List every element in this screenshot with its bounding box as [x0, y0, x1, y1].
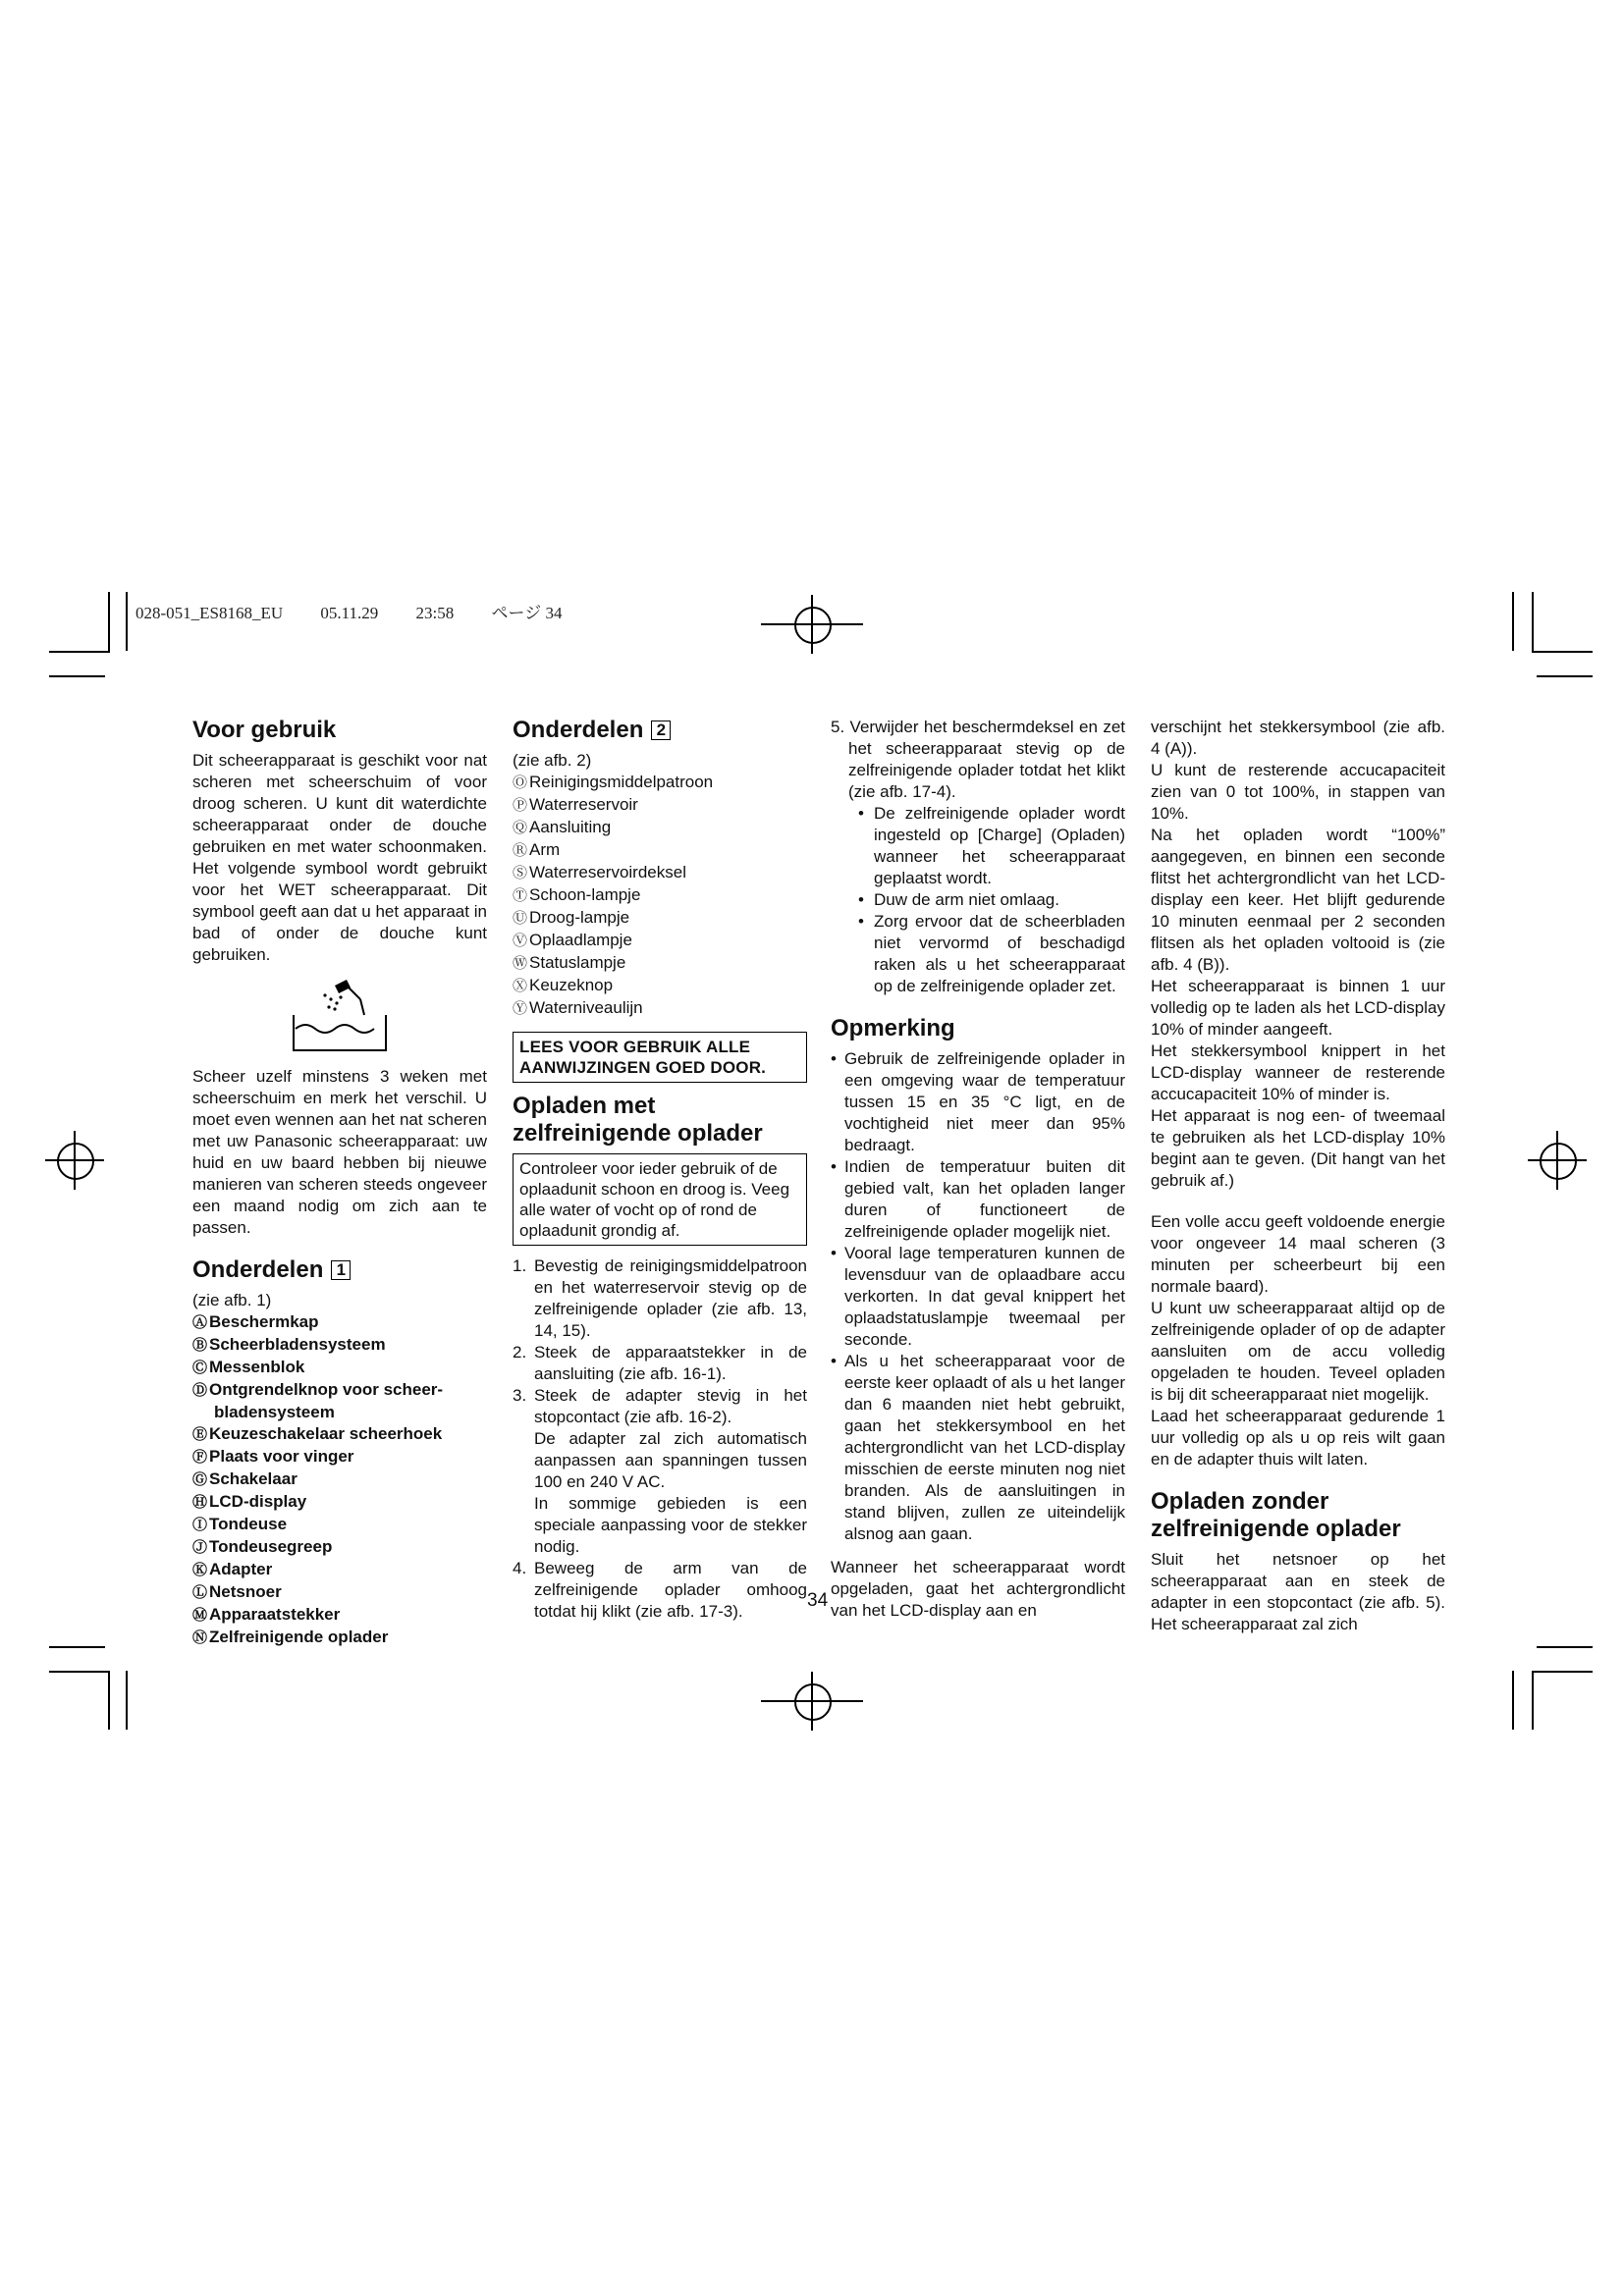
parts-title: Onderdelen [513, 717, 644, 743]
list-item: • Gebruik de zelfreinigende oplader in een omgeving waar de temperatuur tussen 15 en 35 °C ligt, en de vochtigheid niet meer dan 95% bedraagt. [831, 1048, 1125, 1156]
paragraph: Na het opladen wordt “100%” aangegeven, en binnen een seconde flitst het achtergrondlicht van het LCD-display een keer. Het blijft gedurende 10 minuten eenmaal per 2 seconden flitsen als het opladen voltooid is (zie afb. 4 (B)). [1151, 826, 1445, 974]
list-item: Ⓖ Schakelaar [192, 1469, 298, 1488]
crop-mark [1532, 1671, 1534, 1730]
section-title-onderdelen-1 [192, 1256, 487, 1284]
crop-mark [1512, 1671, 1514, 1730]
list-item: Ⓥ Oplaadlampje [513, 931, 632, 949]
note-box: Controleer voor ieder gebruik of de oplaadunit schoon en droog is. Veeg alle water of vocht op of rond de oplaadunit grondig af. [513, 1153, 807, 1246]
paragraph: Het stekkersymbool knippert in het LCD-display wanneer de resterende accucapaciteit 10% of minder is. [1151, 1041, 1445, 1103]
list-item: Ⓤ Droog-lampje [513, 908, 630, 927]
list-item: Ⓢ Waterreservoirdeksel [513, 863, 686, 881]
column-4 [1151, 717, 1445, 1635]
crop-mark [1512, 592, 1514, 651]
column-1 [192, 717, 487, 1649]
slug-time: 23:58 [415, 604, 455, 622]
paragraph: U kunt uw scheerapparaat altijd op de zelfreinigende oplader of op de adapter aansluiten om de accu volledig opgeladen te houden. Teveel opladen is bij dit scheerapparaat niet mogelijk. [1151, 1299, 1445, 1404]
list-item: Ⓑ Scheerbladensysteem [192, 1335, 386, 1354]
list-item: Ⓙ Tondeusegreep [192, 1537, 333, 1556]
registration-line [761, 623, 863, 625]
list-item: Ⓦ Statuslampje [513, 953, 626, 972]
list-item: Ⓨ Waterniveaulijn [513, 998, 643, 1017]
list-item: • Vooral lage temperaturen kunnen de levensduur van de oplaadbare accu verkorten. In dat geval knippert het oplaadstatuslampje tweemaal per seconde. [831, 1243, 1125, 1351]
print-slug [135, 599, 595, 623]
paragraph: Laad het scheerapparaat gedurende 1 uur volledig op als u op reis wilt gaan en de adapter thuis wilt laten. [1151, 1407, 1445, 1468]
list-item: Ⓧ Keuzeknop [513, 976, 614, 994]
remarks-list [831, 1048, 1125, 1545]
list-item: Ⓡ Arm [513, 840, 561, 859]
slug-page: ページ 34 [491, 604, 563, 622]
crop-mark [126, 592, 128, 651]
step-5-bullets [831, 803, 1125, 997]
list-item: Ⓘ Tondeuse [192, 1515, 288, 1533]
list-item: 3. Steek de adapter stevig in het stopcontact (zie afb. 16-2). [513, 1386, 807, 1426]
crop-mark [1532, 651, 1593, 653]
crop-mark [126, 1671, 128, 1730]
list-item: 4. Beweeg de arm van de zelfreinigende oplader omhoog totdat hij klikt (zie afb. 17-3). [513, 1559, 807, 1621]
list-item: Ⓞ Reinigingsmiddelpatroon [513, 773, 714, 791]
figure-reference: (zie afb. 2) [513, 751, 592, 770]
paragraph: Het scheerapparaat is binnen 1 uur volledig op te laden als het LCD-display 10% of minder aangeeft. [1151, 977, 1445, 1039]
list-item: Ⓚ Adapter [192, 1560, 273, 1578]
list-item: Ⓟ Waterreservoir [513, 795, 638, 814]
crop-mark [108, 592, 110, 651]
section-title-onderdelen-2 [513, 717, 807, 744]
paragraph: Het apparaat is nog een- of tweemaal te gebruiken als het LCD-display 10% begint aan te geven. (Dit hangt van het gebruik af.) [1151, 1106, 1445, 1190]
step-5: 5. Verwijder het beschermdeksel en zet het scheerapparaat stevig op de zelfreinigende oplader totdat het klikt (zie afb. 17-4). [831, 718, 1125, 801]
list-item: 2. Steek de apparaatstekker in de aansluiting (zie afb. 16-1). [513, 1343, 807, 1383]
figure-number-box: 1 [331, 1260, 351, 1280]
charging-steps [513, 1255, 807, 1623]
list-item: Ⓐ Beschermkap [192, 1312, 319, 1331]
list-item: • Zorg ervoor dat de scheerbladen niet vervormd of beschadigd raken als u het scheerapparaat op de zelfreinigende oplader zet. [858, 911, 1125, 997]
figure-reference: (zie afb. 1) [192, 1291, 272, 1309]
parts-list-2 [513, 772, 807, 1020]
crop-mark [108, 1671, 110, 1730]
crop-mark [1532, 592, 1534, 651]
paragraph: U kunt de resterende accucapaciteit zien van 0 tot 100%, in stappen van 10%. [1151, 761, 1445, 823]
list-item: Ⓜ Apparaatstekker [192, 1605, 341, 1624]
crop-mark [1537, 675, 1593, 677]
slug-date: 05.11.29 [320, 604, 379, 622]
slug-file: 028-051_ES8168_EU [135, 604, 284, 622]
list-item: bladensysteem [214, 1403, 335, 1421]
figure-number-box: 2 [651, 721, 671, 740]
page-number: 34 [807, 1590, 829, 1611]
advice-paragraph: Scheer uzelf minstens 3 weken met scheerschuim en merk het verschil. U moet even wennen aan het nat scheren met uw Panasonic scheerapparaat: uw huid en uw baard hebben bij nieuwe manieren van scheren steeds ongeveer een maand nodig om zich aan te passen. [192, 1067, 487, 1237]
registration-mark-right [1528, 1131, 1587, 1190]
column-2 [513, 717, 807, 1623]
warning-box: LEES VOOR GEBRUIK ALLE AANWIJZINGEN GOED DOOR. [513, 1032, 807, 1083]
list-item: Ⓒ Messenblok [192, 1358, 305, 1376]
crop-mark [49, 1646, 105, 1648]
crop-mark [49, 675, 105, 677]
list-item: Ⓠ Aansluiting [513, 818, 612, 836]
column-3 [831, 717, 1125, 1622]
registration-mark-left [45, 1131, 104, 1190]
paragraph: verschijnt het stekkersymbool (zie afb. 4 (A)). [1151, 718, 1445, 758]
list-item: Ⓝ Zelfreinigende oplader [192, 1628, 389, 1646]
list-item: • Duw de arm niet omlaag. [858, 889, 1125, 911]
section-title-opladen-zonder: Opladen zonder zelfreinigende oplader [1151, 1488, 1401, 1542]
list-item: De adapter zal zich automatisch aanpassen aan spanningen tussen 100 en 240 V AC. [534, 1429, 807, 1491]
list-item: 1. Bevestig de reinigingsmiddelpatroon en het waterreservoir stevig op de zelfreinigende oplader (zie afb. 13, 14, 15). [513, 1256, 807, 1340]
registration-line [761, 1700, 863, 1702]
list-item: Ⓓ Ontgrendelknop voor scheer- [192, 1380, 444, 1399]
parts-title: Onderdelen [192, 1256, 324, 1283]
list-item: Ⓕ Plaats voor vinger [192, 1447, 354, 1466]
crop-mark [1537, 1646, 1593, 1648]
parts-list-1 [192, 1311, 487, 1649]
list-item: In sommige gebieden is een speciale aanpassing voor de stekker nodig. [534, 1494, 807, 1556]
paragraph: Een volle accu geeft voldoende energie voor ongeveer 14 maal scheren (3 minuten per scheerbeurt bij een normale baard). [1151, 1212, 1445, 1296]
crop-mark [49, 651, 110, 653]
shower-bath-icon [286, 978, 394, 1056]
list-item: Ⓔ Keuzeschakelaar scheerhoek [192, 1424, 443, 1443]
crop-mark [49, 1671, 110, 1673]
list-item: Ⓛ Netsnoer [192, 1582, 282, 1601]
list-item: • Indien de temperatuur buiten dit gebied valt, kan het opladen langer duren of functioneert de zelfreinigende oplader mogelijk niet. [831, 1156, 1125, 1243]
section-title-voor-gebruik: Voor gebruik [192, 717, 337, 743]
intro-paragraph: Dit scheerapparaat is geschikt voor nat scheren met scheerschuim of voor droog scheren. U kunt dit waterdichte scheerapparaat onder de douche gebruiken en met water schoonmaken. Het volgende symbool wordt gebruikt voor het WET scheerapparaat. Dit symbool geeft aan dat u het apparaat in bad of onder de douche kunt gebruiken. [192, 751, 487, 964]
list-item: • Als u het scheerapparaat voor de eerste keer oplaadt of als u het langer dan 6 maanden niet hebt gebruikt, gaan het stekkersymbool en het achtergrondlicht van het LCD-display misschien de eerste minuten nog niet branden. Als de aansluitingen in stand blijven, zullen ze uiteindelijk alsnog aan gaan. [831, 1351, 1125, 1545]
list-item: Ⓗ LCD-display [192, 1492, 307, 1511]
crop-mark [1532, 1671, 1593, 1673]
section-title-opladen: Opladen met zelfreinigende oplader [513, 1093, 763, 1147]
section-title-opmerking: Opmerking [831, 1015, 955, 1041]
paragraph: Sluit het netsnoer op het scheerapparaat aan en steek de adapter in een stopcontact (zie afb. 5). Het scheerapparaat zal zich [1151, 1550, 1445, 1633]
list-item: Ⓣ Schoon-lampje [513, 885, 641, 904]
charging-paragraph: Wanneer het scheerapparaat wordt opgeladen, gaat het achtergrondlicht van het LCD-display aan en [831, 1558, 1125, 1620]
list-item: • De zelfreinigende oplader wordt ingesteld op [Charge] (Opladen) wanneer het scheerapparaat geplaatst wordt. [858, 803, 1125, 889]
